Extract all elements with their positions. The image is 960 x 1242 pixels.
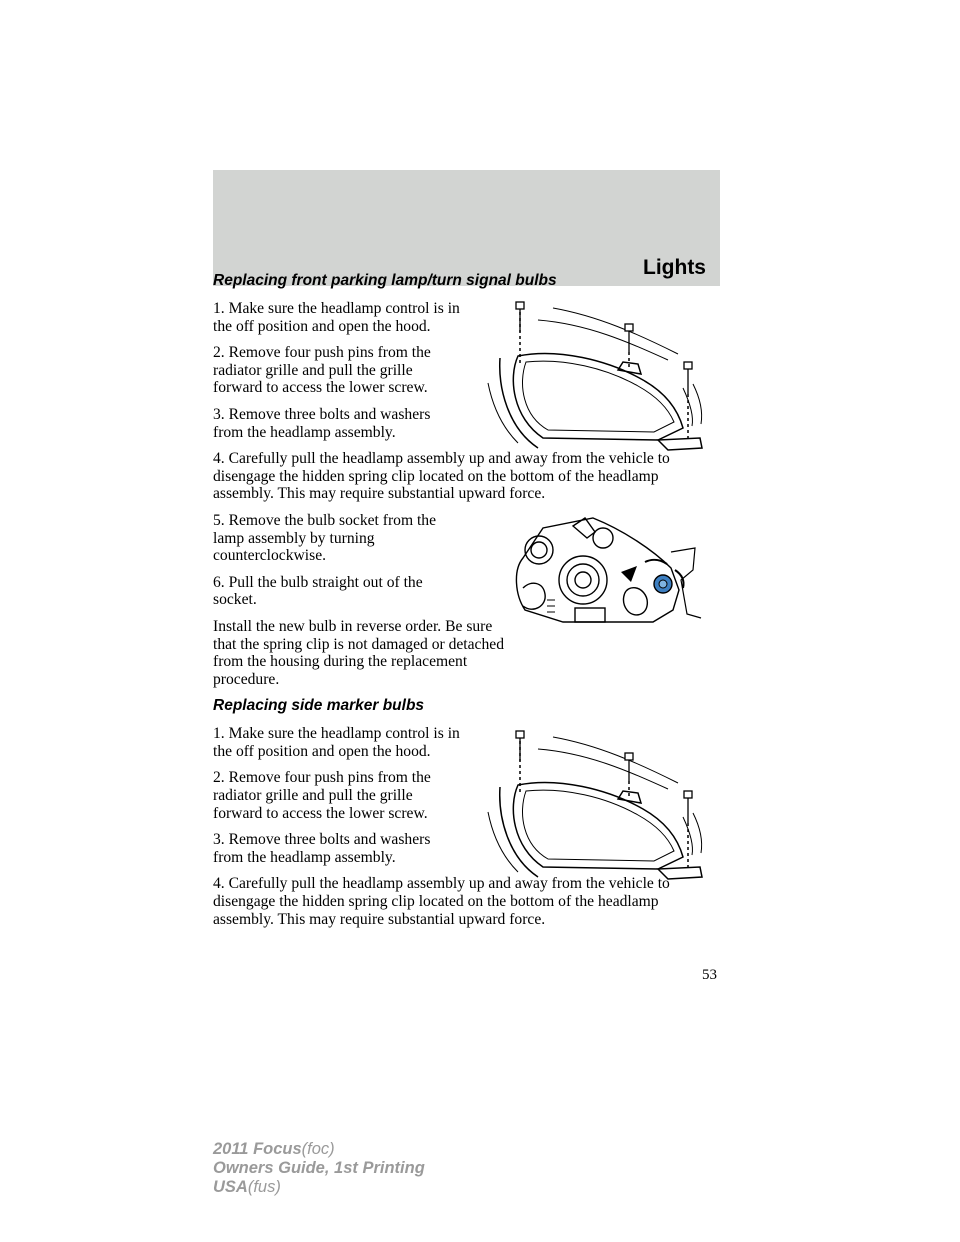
headlamp-bolts-illustration bbox=[478, 298, 714, 456]
section-title: Lights bbox=[643, 256, 706, 279]
footer-model-code: (foc) bbox=[301, 1140, 335, 1158]
footer-market: USA bbox=[213, 1178, 248, 1196]
step-text: 4. Carefully pull the headlamp assembly up and away from the vehicle to disengage the hidden spring clip located on the bottom of the headlamp assembly. This may require substantial upward force. bbox=[213, 875, 670, 928]
steps-block-1 bbox=[213, 300, 720, 503]
section-heading-side-marker: Replacing side marker bulbs bbox=[213, 697, 425, 715]
step-text: 4. Carefully pull the headlamp assembly up and away from the vehicle to disengage the hidden spring clip located on the bottom of the headlamp assembly. This may require substantial upward force. bbox=[213, 450, 670, 503]
page-number: 53 bbox=[702, 967, 717, 983]
footer-printing: Owners Guide, 1st Printing bbox=[213, 1159, 425, 1177]
steps-block-2 bbox=[213, 512, 720, 688]
headlamp-bolts-illustration bbox=[478, 727, 714, 885]
step-text: 2. Remove four push pins from the radiator grille and pull the grille forward to access the lower screw. bbox=[213, 344, 431, 397]
footer-edition-info bbox=[213, 1140, 425, 1197]
step-text: 3. Remove three bolts and washers from the headlamp assembly. bbox=[213, 405, 431, 441]
step-text: Install the new bulb in reverse order. Be sure that the spring clip is not damaged or detached from the housing during the replacement procedure. bbox=[213, 617, 504, 688]
step-text: 5. Remove the bulb socket from the lamp assembly by turning counterclockwise. bbox=[213, 511, 437, 565]
step-text: 1. Make sure the headlamp control is in the off position and open the hood. bbox=[213, 725, 460, 760]
step-text: 1. Make sure the headlamp control is in the off position and open the hood. bbox=[213, 300, 460, 335]
footer-model: 2011 Focus bbox=[213, 1140, 302, 1158]
step-text: 3. Remove three bolts and washers from the headlamp assembly. bbox=[213, 831, 431, 866]
steps-block-3 bbox=[213, 725, 720, 928]
page-content bbox=[213, 272, 720, 937]
bulb-socket-illustration bbox=[503, 510, 703, 632]
step-text: 6. Pull the bulb straight out of the socket. bbox=[213, 573, 423, 609]
footer-market-code: (fus) bbox=[247, 1178, 281, 1196]
step-text: 2. Remove four push pins from the radiator grille and pull the grille forward to access the lower screw. bbox=[213, 769, 431, 822]
section-heading-parking-lamp: Replacing front parking lamp/turn signal bulbs bbox=[213, 272, 557, 289]
section-header-band bbox=[213, 170, 720, 286]
